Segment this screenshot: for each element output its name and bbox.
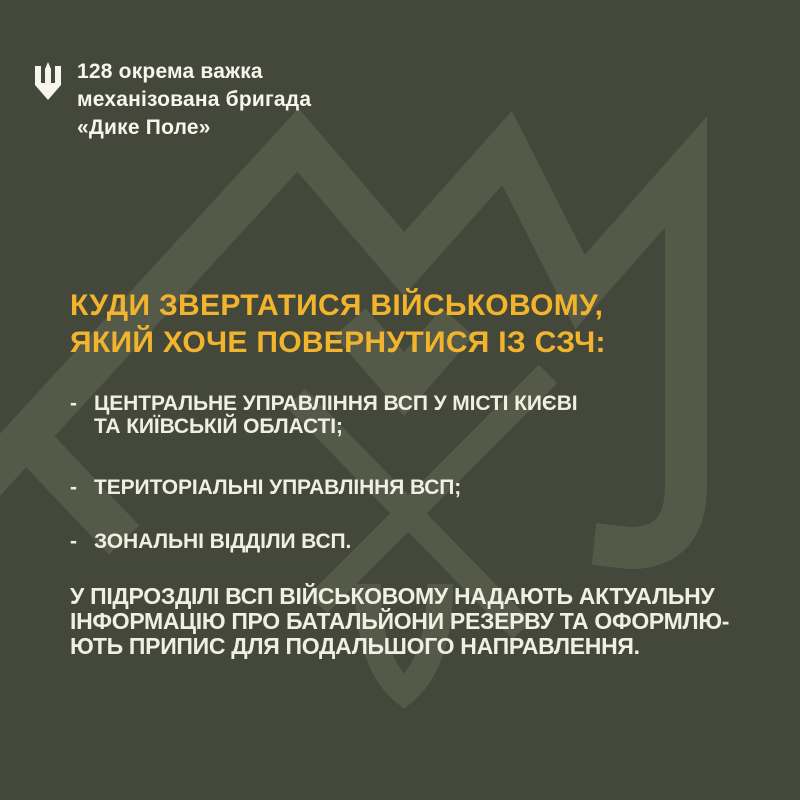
footer-note [70, 584, 729, 659]
list-item-text [94, 392, 578, 438]
brand-title [77, 58, 311, 142]
item-dash: - [70, 530, 77, 553]
list-item [70, 392, 578, 438]
list-item-line: ЦЕНТРАЛЬНЕ УПРАВЛІННЯ ВСП У МІСТІ КИЄВІ [94, 392, 578, 415]
brand-title-line: 128 окрема важка [77, 60, 263, 83]
footer-note-line: ЮТЬ ПРИПИС ДЛЯ ПОДАЛЬШОГО НАПРАВЛЕННЯ. [70, 633, 640, 659]
page-title-line: КУДИ ЗВЕРТАТИСЯ ВІЙСЬКОВОМУ, [70, 289, 604, 322]
brand-title-line: «Дике Поле» [77, 116, 211, 139]
footer-note-line: У ПІДРОЗДІЛІ ВСП ВІЙСЬКОВОМУ НАДАЮТЬ АКТУАЛЬНУ [70, 583, 715, 609]
list-item-text [94, 530, 351, 553]
page-title [70, 287, 606, 361]
brand-header [33, 58, 311, 142]
brand-title-line: механізована бригада [77, 88, 312, 111]
contact-points-list [70, 392, 578, 553]
item-dash: - [70, 392, 77, 415]
item-dash: - [70, 476, 77, 499]
tryzub-trident-icon [33, 61, 63, 101]
list-item-line: ЗОНАЛЬНІ ВІДДІЛИ ВСП. [94, 530, 352, 553]
list-item-line: ТА КИЇВСЬКІЙ ОБЛАСТІ; [94, 415, 343, 438]
list-item-line: ТЕРИТОРІАЛЬНІ УПРАВЛІННЯ ВСП; [94, 476, 462, 499]
page-title-line: ЯКИЙ ХОЧЕ ПОВЕРНУТИСЯ ІЗ СЗЧ: [70, 326, 606, 359]
footer-note-line: ІНФОРМАЦІЮ ПРО БАТАЛЬЙОНИ РЕЗЕРВУ ТА ОФОРМЛЮ- [70, 608, 730, 634]
list-item-text [94, 476, 461, 499]
list-item [70, 476, 578, 499]
list-item [70, 530, 578, 553]
